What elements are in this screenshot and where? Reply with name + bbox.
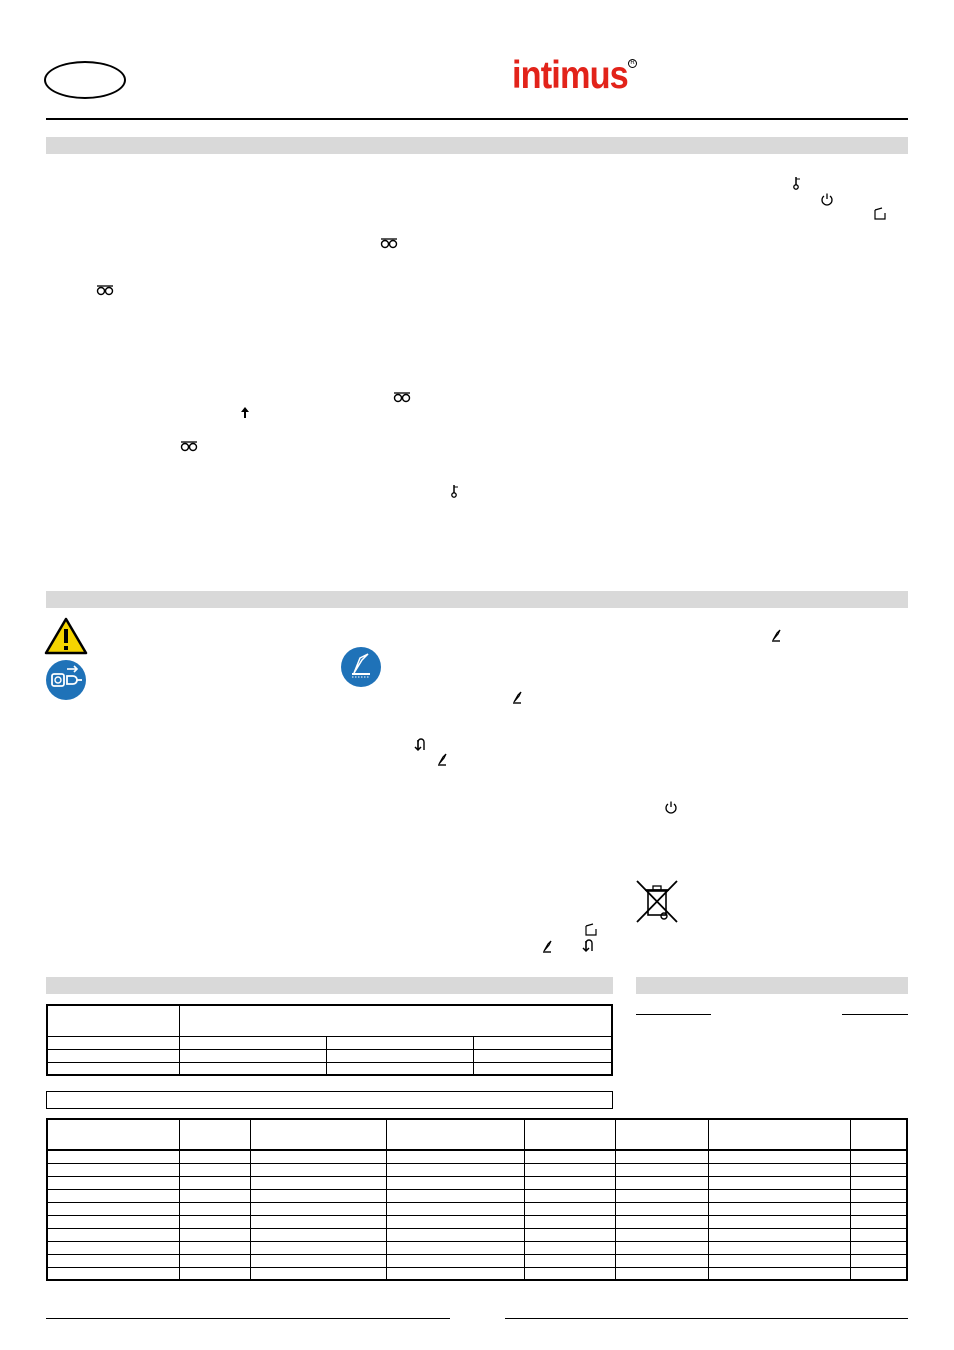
model-cell xyxy=(616,1254,709,1267)
model-cell xyxy=(709,1189,851,1202)
power-icon xyxy=(664,800,678,816)
language-badge xyxy=(44,61,126,99)
reverse-icon xyxy=(414,738,426,754)
footer-rule-left xyxy=(46,1318,450,1319)
model-cell xyxy=(525,1228,616,1241)
model-cell xyxy=(616,1241,709,1254)
model-header-cell xyxy=(47,1119,180,1150)
model-cell xyxy=(851,1202,908,1215)
spec-table xyxy=(46,1004,613,1076)
model-header-cell xyxy=(180,1119,251,1150)
spec-cell xyxy=(474,1049,613,1062)
spec-cell xyxy=(47,1036,180,1049)
model-cell xyxy=(525,1163,616,1176)
model-cell xyxy=(180,1228,251,1241)
model-cell xyxy=(616,1228,709,1241)
model-cell xyxy=(251,1267,387,1280)
model-cell xyxy=(180,1150,251,1163)
thermometer-icon xyxy=(792,176,802,192)
model-cell xyxy=(47,1150,180,1163)
model-cell xyxy=(709,1215,851,1228)
model-cell xyxy=(525,1150,616,1163)
model-cell xyxy=(47,1267,180,1280)
model-cell xyxy=(709,1254,851,1267)
model-cell xyxy=(616,1189,709,1202)
registered-mark: R xyxy=(628,59,637,68)
shredder-icon xyxy=(393,391,411,405)
model-cell xyxy=(851,1228,908,1241)
model-cell xyxy=(525,1189,616,1202)
arrow-up-icon xyxy=(240,406,250,421)
model-cell xyxy=(851,1241,908,1254)
model-cell xyxy=(387,1241,525,1254)
shredder-icon xyxy=(96,284,114,298)
warning-triangle-icon xyxy=(44,617,88,660)
shredder-icon xyxy=(180,440,198,454)
model-cell xyxy=(616,1176,709,1189)
model-cell xyxy=(525,1267,616,1280)
model-cell xyxy=(851,1163,908,1176)
section-band-2 xyxy=(46,591,908,608)
model-cell xyxy=(525,1241,616,1254)
model-cell xyxy=(180,1189,251,1202)
underline-right xyxy=(842,1014,908,1015)
spec-cell xyxy=(180,1036,327,1049)
model-cell xyxy=(616,1163,709,1176)
model-cell xyxy=(851,1176,908,1189)
model-cell xyxy=(387,1267,525,1280)
model-cell xyxy=(251,1254,387,1267)
bin-icon xyxy=(584,923,598,938)
model-cell xyxy=(251,1215,387,1228)
spec-cell xyxy=(474,1062,613,1075)
model-cell xyxy=(709,1176,851,1189)
model-cell xyxy=(47,1189,180,1202)
oil-icon xyxy=(511,691,523,706)
spec-cell xyxy=(327,1036,474,1049)
model-cell xyxy=(616,1150,709,1163)
model-cell xyxy=(387,1202,525,1215)
spec-cell xyxy=(327,1062,474,1075)
model-cell xyxy=(251,1163,387,1176)
model-cell xyxy=(180,1215,251,1228)
model-header-cell xyxy=(709,1119,851,1150)
spec-cell xyxy=(180,1062,327,1075)
model-cell xyxy=(525,1176,616,1189)
model-cell xyxy=(851,1267,908,1280)
footer-rule-right xyxy=(505,1318,908,1319)
model-cell xyxy=(387,1189,525,1202)
model-cell xyxy=(387,1150,525,1163)
power-icon xyxy=(820,192,834,208)
model-cell xyxy=(387,1163,525,1176)
model-cell xyxy=(709,1241,851,1254)
model-cell xyxy=(251,1241,387,1254)
model-header-cell xyxy=(387,1119,525,1150)
model-cell xyxy=(251,1202,387,1215)
model-cell xyxy=(525,1202,616,1215)
spec-cell xyxy=(474,1036,613,1049)
note-box xyxy=(46,1091,613,1109)
shredder-icon xyxy=(380,237,398,251)
lubricate-icon xyxy=(340,646,382,693)
section-band-4 xyxy=(636,977,908,994)
spec-header-cell xyxy=(180,1005,613,1036)
brand-logo: intimus xyxy=(512,54,628,97)
model-cell xyxy=(709,1163,851,1176)
model-cell xyxy=(47,1241,180,1254)
model-header-cell xyxy=(616,1119,709,1150)
model-cell xyxy=(709,1267,851,1280)
model-cell xyxy=(709,1150,851,1163)
model-cell xyxy=(387,1215,525,1228)
model-cell xyxy=(47,1228,180,1241)
model-cell xyxy=(251,1150,387,1163)
model-cell xyxy=(180,1254,251,1267)
model-cell xyxy=(180,1267,251,1280)
section-band-1 xyxy=(46,137,908,154)
model-cell xyxy=(180,1176,251,1189)
model-cell xyxy=(47,1202,180,1215)
model-cell xyxy=(709,1202,851,1215)
model-cell xyxy=(251,1228,387,1241)
oil-icon xyxy=(436,753,448,768)
model-cell xyxy=(616,1202,709,1215)
spec-header-cell xyxy=(47,1005,180,1036)
model-cell xyxy=(851,1150,908,1163)
model-cell xyxy=(180,1163,251,1176)
model-cell xyxy=(525,1254,616,1267)
header-rule xyxy=(46,118,908,120)
model-cell xyxy=(251,1176,387,1189)
model-cell xyxy=(387,1228,525,1241)
model-cell xyxy=(47,1254,180,1267)
underline-left xyxy=(636,1014,711,1015)
section-band-3 xyxy=(46,977,613,994)
model-header-cell xyxy=(251,1119,387,1150)
model-cell xyxy=(251,1189,387,1202)
model-cell xyxy=(387,1254,525,1267)
model-cell xyxy=(47,1215,180,1228)
oil-icon xyxy=(770,629,782,644)
spec-cell xyxy=(47,1062,180,1075)
thermometer-icon xyxy=(450,484,460,500)
model-cell xyxy=(616,1267,709,1280)
model-cell xyxy=(709,1228,851,1241)
model-cell xyxy=(851,1254,908,1267)
model-cell xyxy=(616,1215,709,1228)
unplug-icon xyxy=(45,659,87,706)
reverse-icon xyxy=(582,939,594,955)
model-cell xyxy=(387,1176,525,1189)
crossed-bin-icon xyxy=(636,880,678,929)
spec-cell xyxy=(180,1049,327,1062)
model-cell xyxy=(851,1215,908,1228)
model-cell xyxy=(851,1189,908,1202)
model-cell xyxy=(180,1241,251,1254)
spec-cell xyxy=(327,1049,474,1062)
spec-cell xyxy=(47,1049,180,1062)
oil-icon xyxy=(541,940,553,955)
model-table xyxy=(46,1118,908,1281)
bin-icon xyxy=(873,207,887,222)
model-cell xyxy=(47,1163,180,1176)
model-cell xyxy=(180,1202,251,1215)
model-cell xyxy=(525,1215,616,1228)
model-cell xyxy=(47,1176,180,1189)
model-header-cell xyxy=(851,1119,908,1150)
model-header-cell xyxy=(525,1119,616,1150)
